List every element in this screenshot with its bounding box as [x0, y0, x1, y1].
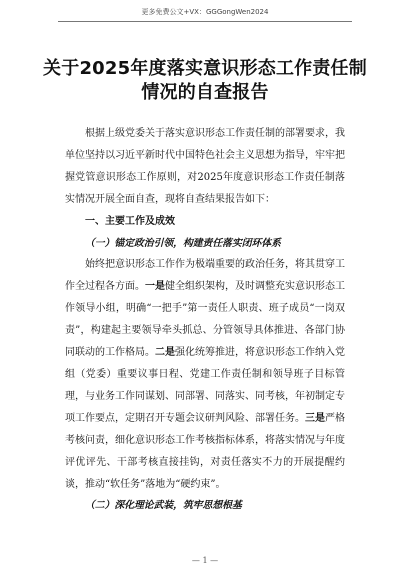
- point-three-label: 三是: [305, 412, 325, 424]
- point-one-text: 健全组织架构，及时调整充实意识形态工作领导小组，明确“一把手”第一责任人职责、班子成员“一岗双责”，构建起主要领导牵头抓总、分管领导具体推进、各部门协同联动的工作格局。: [65, 281, 345, 359]
- document-title: [38, 57, 372, 105]
- header-note: 更多免费公文+VX：GGGongWen2024: [141, 8, 269, 16]
- point-two-text: 强化统筹推进，将意识形态工作纳入党组（党委）重要议事日程、党建工作责任制和领导班子目标管理，与业务工作同谋划、同部署、同落实、同考核，年初制定专项工作要点，定期召开专题会议研判风险、部署任务。: [65, 347, 345, 424]
- title-line-1: 关于2025年度落实意识形态工作责任制: [43, 58, 367, 79]
- header-divider: [58, 21, 352, 22]
- subsection-heading-1: （一）锚定政治引领，构建责任落实闭环体系: [85, 237, 281, 249]
- subsection-heading-2: （二）深化理论武装，筑牢思想根基: [85, 500, 242, 512]
- point-one-label: 一是: [145, 281, 165, 293]
- intro-paragraph: 根据上级党委关于落实意识形态工作责任制的部署要求，我单位坚持以习近平新时代中国特色社会主义思想为指导，牢牢把握党管意识形态工作原则，对2025年度意识形态工作责任制落实情况开展全面自查，现将自查结果报告如下：: [65, 128, 345, 205]
- section-heading-1: 一、主要工作及成效: [85, 215, 175, 227]
- paragraph-lead: 始终把意识形态工作作为极端重要的政治任务，将其贯穿工作全过程各方面。: [65, 259, 345, 293]
- title-line-2: 情况的自查报告: [141, 82, 269, 103]
- responsibility-paragraph: [65, 254, 345, 495]
- document-body: [65, 123, 345, 517]
- page-number: — 1 —: [191, 556, 219, 565]
- point-three-text: 严格考核问责，细化意识形态工作考核指标体系，将落实情况与年度评优评先、干部考核直接挂钩，对责任落实不力的开展提醒约谈，推动“软任务”落地为“硬约束”。: [65, 412, 345, 490]
- point-two-label: 二是: [155, 347, 175, 359]
